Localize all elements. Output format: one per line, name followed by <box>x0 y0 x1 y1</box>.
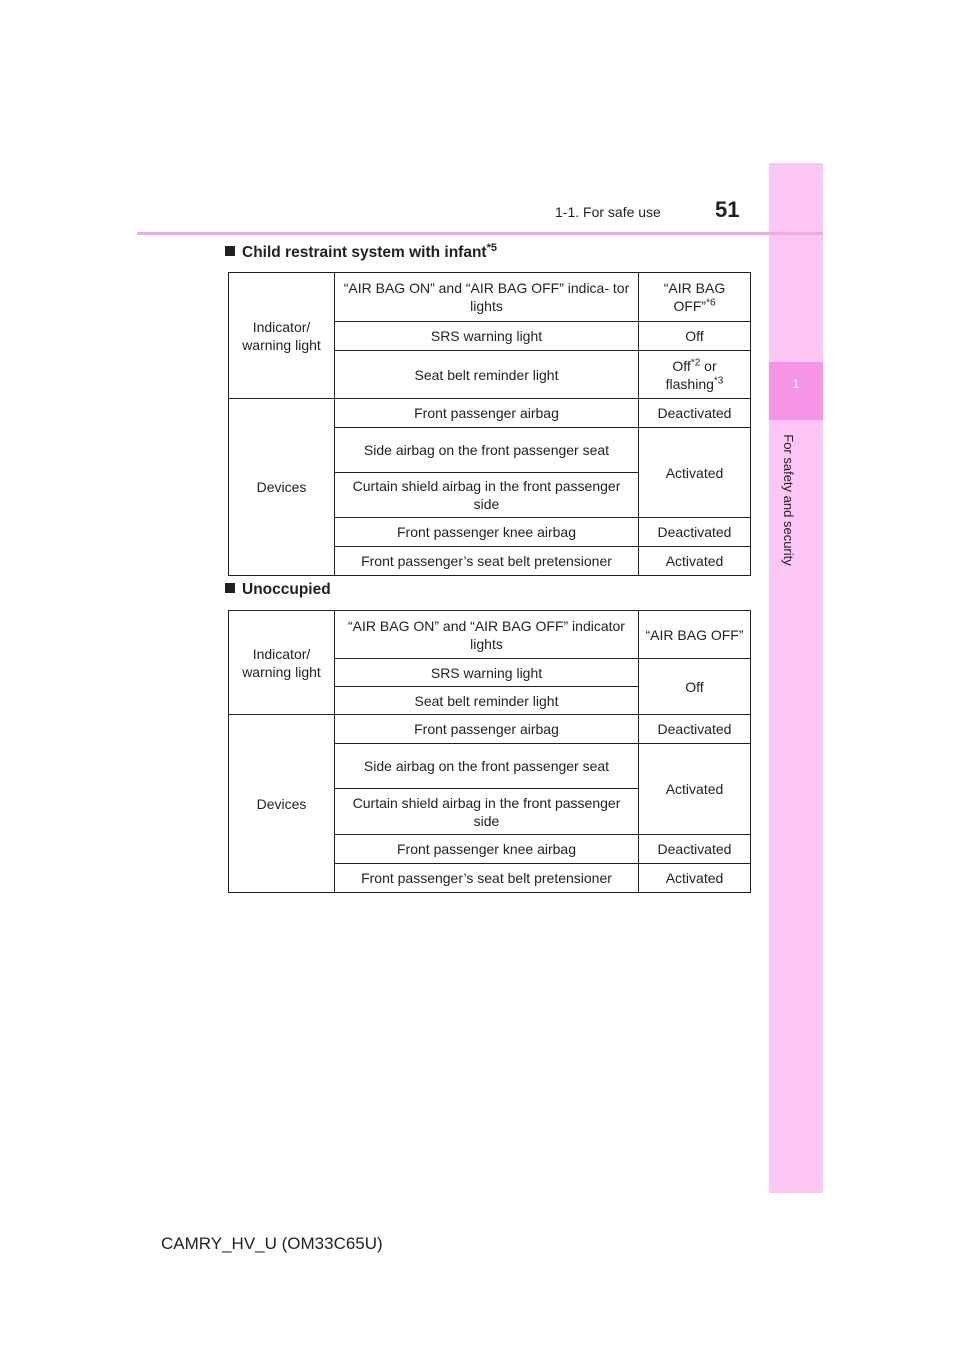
table-cell: Activated <box>639 547 751 576</box>
chapter-tab-number: 1 <box>792 376 800 391</box>
infant-heading-text: Child restraint system with infant <box>242 244 487 262</box>
table-cell: Activated <box>639 744 751 835</box>
section-title: 1-1. For safe use <box>555 204 661 220</box>
table-row <box>229 715 751 744</box>
table-row <box>229 399 751 428</box>
table-cell: SRS warning light <box>335 659 639 687</box>
chapter-side-band <box>769 163 823 1193</box>
chapter-tab <box>769 362 823 420</box>
table-cell: Seat belt reminder light <box>335 351 639 399</box>
indicator-label: Indicator/ warning light <box>229 611 335 715</box>
footnote-ref: *2 <box>690 356 701 368</box>
model-code-footer: CAMRY_HV_U (OM33C65U) <box>161 1234 383 1253</box>
table-cell: Deactivated <box>639 715 751 744</box>
devices-label: Devices <box>229 715 335 893</box>
unoccupied-table <box>228 610 751 893</box>
table-cell: Side airbag on the front passenger seat <box>335 744 639 789</box>
table-cell: “AIR BAG ON” and “AIR BAG OFF” indicator lights <box>335 611 639 659</box>
header-rule <box>137 232 823 235</box>
table-cell: Front passenger airbag <box>335 399 639 428</box>
table-cell: Deactivated <box>639 835 751 864</box>
chapter-tab-title: For safety and security <box>781 434 796 566</box>
table-cell: Curtain shield airbag in the front passenger side <box>335 473 639 518</box>
footnote-ref: *6 <box>706 297 716 309</box>
table-cell: “AIR BAG OFF” <box>639 611 751 659</box>
table-cell: Off <box>639 659 751 715</box>
infant-heading-note: *5 <box>486 242 498 254</box>
infant-table <box>228 272 751 576</box>
table-cell: Front passenger knee airbag <box>335 518 639 547</box>
heading-bullet-icon <box>225 246 235 256</box>
devices-label: Devices <box>229 399 335 576</box>
table-cell: Off$^{*2}$ or flashing$^{*3}$ <box>639 351 751 399</box>
table-cell: Front passenger’s seat belt pretensioner <box>335 547 639 576</box>
table-cell: Activated <box>639 864 751 893</box>
heading-bullet-icon <box>225 583 235 593</box>
table-cell: Front passenger airbag <box>335 715 639 744</box>
table-cell: Curtain shield airbag in the front passenger side <box>335 789 639 835</box>
table-cell: Deactivated <box>639 399 751 428</box>
table-cell: Off <box>639 322 751 351</box>
table-cell: SRS warning light <box>335 322 639 351</box>
indicator-label: Indicator/ warning light <box>229 273 335 399</box>
unoccupied-heading-text: Unoccupied <box>242 581 331 598</box>
footnote-ref: *3 <box>713 374 724 386</box>
table-cell: Activated <box>639 428 751 518</box>
infant-heading <box>225 242 497 262</box>
table-cell: Seat belt reminder light <box>335 687 639 715</box>
table-cell: Side airbag on the front passenger seat <box>335 428 639 473</box>
table-cell: Front passenger’s seat belt pretensioner <box>335 864 639 893</box>
table-cell: “AIR BAG ON” and “AIR BAG OFF” indica- tor lights <box>335 273 639 322</box>
table-cell: Deactivated <box>639 518 751 547</box>
page-number: 51 <box>715 197 740 222</box>
table-row <box>229 611 751 659</box>
unoccupied-heading <box>225 581 331 599</box>
table-cell: Front passenger knee airbag <box>335 835 639 864</box>
table-cell: “AIR BAG OFF”$^{*6}$ <box>639 273 751 322</box>
table-row <box>229 273 751 322</box>
